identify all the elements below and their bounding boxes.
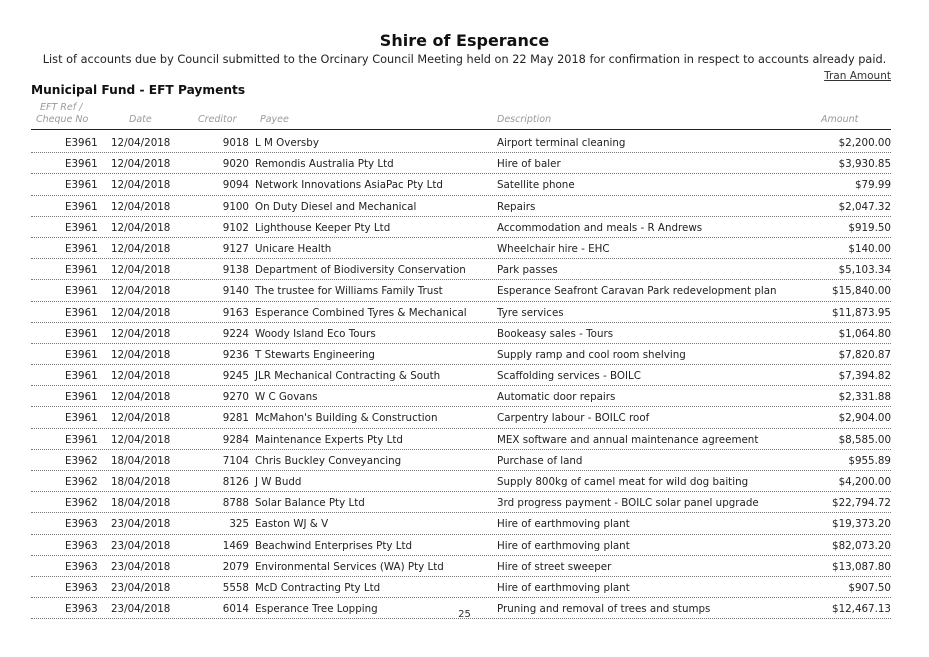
cell-creditor: 9245 bbox=[222, 370, 249, 383]
section-heading: Municipal Fund - EFT Payments bbox=[31, 83, 246, 97]
cell-date: 12/04/2018 bbox=[111, 221, 171, 234]
cell-description: Pruning and removal of trees and stumps bbox=[497, 603, 711, 616]
cell-date: 23/04/2018 bbox=[111, 603, 171, 616]
cell-eft-ref: E3961 bbox=[65, 158, 98, 171]
cell-eft-ref: E3961 bbox=[65, 306, 98, 319]
tran-amount-label: Tran Amount bbox=[824, 70, 891, 82]
cell-eft-ref: E3961 bbox=[65, 242, 98, 255]
cell-payee: On Duty Diesel and Mechanical bbox=[255, 200, 417, 213]
cell-payee: T Stewarts Engineering bbox=[255, 348, 375, 361]
cell-description: Wheelchair hire - EHC bbox=[497, 242, 610, 255]
cell-date: 12/04/2018 bbox=[111, 285, 171, 298]
cell-date: 12/04/2018 bbox=[111, 327, 171, 340]
cell-date: 18/04/2018 bbox=[111, 454, 171, 467]
cell-description: Esperance Seafront Caravan Park redevelopment plan bbox=[497, 285, 777, 298]
cell-description: Hire of baler bbox=[497, 158, 561, 171]
cell-date: 12/04/2018 bbox=[111, 158, 171, 171]
cell-description: Scaffolding services - BOILC bbox=[497, 370, 641, 383]
cell-description: Tyre services bbox=[497, 306, 564, 319]
cell-amount: $8,585.00 bbox=[838, 433, 891, 446]
cell-description: Automatic door repairs bbox=[497, 391, 616, 404]
cell-eft-ref: E3961 bbox=[65, 327, 98, 340]
cell-eft-ref: E3962 bbox=[65, 454, 98, 467]
cell-amount: $2,200.00 bbox=[838, 137, 891, 149]
cell-eft-ref: E3961 bbox=[65, 179, 98, 192]
cell-payee: Environmental Services (WA) Pty Ltd bbox=[255, 560, 444, 573]
cell-description: 3rd progress payment - BOILC solar panel upgrade bbox=[497, 497, 759, 510]
cell-date: 12/04/2018 bbox=[111, 391, 171, 404]
cell-date: 12/04/2018 bbox=[111, 137, 171, 149]
table-row bbox=[31, 513, 891, 534]
cell-creditor: 8126 bbox=[222, 476, 249, 488]
cell-amount: $3,930.85 bbox=[838, 158, 891, 171]
cell-eft-ref: E3961 bbox=[65, 348, 98, 361]
cell-creditor: 9100 bbox=[222, 200, 249, 213]
cell-payee: Chris Buckley Conveyancing bbox=[255, 454, 402, 467]
cell-creditor: 325 bbox=[229, 518, 249, 531]
cell-payee: Lighthouse Keeper Pty Ltd bbox=[255, 221, 391, 234]
cell-description: Hire of earthmoving plant bbox=[497, 539, 630, 552]
cell-amount: $2,331.88 bbox=[838, 391, 891, 404]
cell-date: 12/04/2018 bbox=[111, 306, 171, 319]
table-row bbox=[31, 471, 891, 492]
cell-amount: $79.99 bbox=[854, 179, 891, 192]
cell-payee: Solar Balance Pty Ltd bbox=[255, 497, 365, 510]
cell-eft-ref: E3961 bbox=[65, 137, 98, 149]
cell-payee: Easton WJ & V bbox=[255, 518, 329, 531]
cell-eft-ref: E3961 bbox=[65, 221, 98, 234]
cell-payee: Department of Biodiversity Conservation bbox=[255, 264, 466, 277]
table-row bbox=[31, 302, 891, 323]
cell-payee: Maintenance Experts Pty Ltd bbox=[255, 433, 403, 446]
cell-description: Hire of street sweeper bbox=[497, 560, 612, 573]
cell-eft-ref: E3961 bbox=[65, 285, 98, 298]
cell-creditor: 9140 bbox=[222, 285, 249, 298]
header-ref-line2: Cheque No bbox=[36, 114, 89, 125]
cell-description: Airport terminal cleaning bbox=[497, 137, 626, 149]
cell-creditor: 9281 bbox=[222, 412, 249, 425]
cell-amount: $1,064.80 bbox=[838, 327, 891, 340]
cell-eft-ref: E3961 bbox=[65, 264, 98, 277]
table-row bbox=[31, 344, 891, 365]
cell-date: 12/04/2018 bbox=[111, 264, 171, 277]
cell-amount: $919.50 bbox=[848, 221, 891, 234]
header-ref-line1: EFT Ref / bbox=[40, 102, 83, 113]
table-row bbox=[31, 492, 891, 513]
cell-payee: JLR Mechanical Contracting & South bbox=[255, 370, 441, 383]
header-description: Description bbox=[497, 114, 552, 125]
cell-payee: McD Contracting Pty Ltd bbox=[255, 581, 381, 594]
cell-date: 23/04/2018 bbox=[111, 560, 171, 573]
cell-date: 12/04/2018 bbox=[111, 412, 171, 425]
page-title: Shire of Esperance bbox=[379, 31, 550, 50]
cell-amount: $13,087.80 bbox=[832, 560, 891, 573]
cell-amount: $22,794.72 bbox=[832, 497, 891, 510]
payments-table bbox=[31, 132, 891, 619]
cell-date: 12/04/2018 bbox=[111, 242, 171, 255]
table-row bbox=[31, 153, 891, 174]
cell-amount: $7,820.87 bbox=[838, 348, 891, 361]
table-row bbox=[31, 535, 891, 556]
cell-creditor: 9236 bbox=[222, 348, 249, 361]
cell-date: 23/04/2018 bbox=[111, 539, 171, 552]
cell-eft-ref: E3961 bbox=[65, 412, 98, 425]
cell-eft-ref: E3963 bbox=[65, 560, 98, 573]
cell-payee: Unicare Health bbox=[255, 242, 332, 255]
cell-amount: $7,394.82 bbox=[838, 370, 891, 383]
cell-date: 12/04/2018 bbox=[111, 433, 171, 446]
table-row bbox=[31, 238, 891, 259]
cell-creditor: 9127 bbox=[222, 242, 249, 255]
cell-creditor: 9138 bbox=[222, 264, 249, 277]
cell-amount: $2,047.32 bbox=[838, 200, 891, 213]
table-row bbox=[31, 259, 891, 280]
cell-creditor: 9224 bbox=[222, 327, 249, 340]
table-row bbox=[31, 196, 891, 217]
table-row bbox=[31, 174, 891, 195]
cell-payee: W C Govans bbox=[255, 391, 318, 404]
cell-creditor: 9163 bbox=[222, 306, 249, 319]
header-creditor: Creditor bbox=[198, 114, 237, 125]
cell-amount: $140.00 bbox=[848, 242, 891, 255]
cell-amount: $2,904.00 bbox=[838, 412, 891, 425]
cell-date: 18/04/2018 bbox=[111, 476, 171, 488]
cell-payee: Remondis Australia Pty Ltd bbox=[255, 158, 394, 171]
cell-creditor: 8788 bbox=[222, 497, 249, 510]
cell-creditor: 9270 bbox=[222, 391, 249, 404]
cell-description: Accommodation and meals - R Andrews bbox=[497, 221, 703, 234]
cell-payee: Network Innovations AsiaPac Pty Ltd bbox=[255, 179, 443, 192]
cell-date: 18/04/2018 bbox=[111, 497, 171, 510]
cell-amount: $12,467.13 bbox=[832, 603, 891, 616]
cell-eft-ref: E3961 bbox=[65, 370, 98, 383]
cell-date: 12/04/2018 bbox=[111, 348, 171, 361]
cell-description: Repairs bbox=[497, 200, 536, 213]
table-row bbox=[31, 132, 891, 153]
cell-description: MEX software and annual maintenance agreement bbox=[497, 433, 759, 446]
cell-eft-ref: E3963 bbox=[65, 539, 98, 552]
cell-description: Purchase of land bbox=[497, 454, 583, 467]
cell-creditor: 9102 bbox=[222, 221, 249, 234]
page-subtitle: List of accounts due by Council submitted to the Orcinary Council Meeting held on 22 May 2018 for confirmation in respect to accounts already paid. bbox=[42, 53, 887, 66]
cell-amount: $82,073.20 bbox=[832, 539, 891, 552]
cell-creditor: 9020 bbox=[222, 158, 249, 171]
cell-eft-ref: E3961 bbox=[65, 200, 98, 213]
cell-creditor: 5558 bbox=[222, 581, 249, 594]
cell-date: 12/04/2018 bbox=[111, 179, 171, 192]
cell-amount: $955.89 bbox=[848, 454, 891, 467]
cell-description: Supply 800kg of camel meat for wild dog baiting bbox=[497, 476, 749, 488]
cell-payee: L M Oversby bbox=[255, 137, 319, 149]
cell-creditor: 1469 bbox=[222, 539, 249, 552]
cell-payee: The trustee for Williams Family Trust bbox=[255, 285, 443, 298]
cell-description: Bookeasy sales - Tours bbox=[497, 327, 614, 340]
table-row bbox=[31, 386, 891, 407]
cell-eft-ref: E3961 bbox=[65, 433, 98, 446]
table-row bbox=[31, 323, 891, 344]
table-row bbox=[31, 429, 891, 450]
cell-eft-ref: E3961 bbox=[65, 391, 98, 404]
cell-payee: Woody Island Eco Tours bbox=[255, 327, 376, 340]
cell-eft-ref: E3963 bbox=[65, 581, 98, 594]
table-row bbox=[31, 280, 891, 301]
header-payee: Payee bbox=[260, 114, 289, 125]
table-row bbox=[31, 365, 891, 386]
cell-description: Carpentry labour - BOILC roof bbox=[497, 412, 650, 425]
cell-date: 23/04/2018 bbox=[111, 518, 171, 531]
header-rule bbox=[31, 129, 891, 130]
cell-description: Hire of earthmoving plant bbox=[497, 518, 630, 531]
cell-date: 12/04/2018 bbox=[111, 370, 171, 383]
cell-amount: $4,200.00 bbox=[838, 476, 891, 488]
cell-creditor: 2079 bbox=[222, 560, 249, 573]
cell-date: 12/04/2018 bbox=[111, 200, 171, 213]
cell-creditor: 9018 bbox=[222, 137, 249, 149]
cell-description: Supply ramp and cool room shelving bbox=[497, 348, 686, 361]
cell-creditor: 7104 bbox=[222, 454, 249, 467]
cell-description: Hire of earthmoving plant bbox=[497, 581, 630, 594]
table-row bbox=[31, 556, 891, 577]
cell-eft-ref: E3963 bbox=[65, 603, 98, 616]
table-row bbox=[31, 217, 891, 238]
cell-payee: Esperance Combined Tyres & Mechanical bbox=[255, 306, 467, 319]
header-amount: Amount bbox=[821, 114, 859, 125]
cell-eft-ref: E3963 bbox=[65, 518, 98, 531]
table-row bbox=[31, 577, 891, 598]
cell-creditor: 9094 bbox=[222, 179, 249, 192]
cell-amount: $5,103.34 bbox=[838, 264, 891, 277]
table-row bbox=[31, 407, 891, 428]
cell-payee: Esperance Tree Lopping bbox=[255, 603, 378, 616]
page-number: 25 bbox=[458, 609, 471, 620]
cell-creditor: 9284 bbox=[222, 433, 249, 446]
cell-amount: $11,873.95 bbox=[832, 306, 891, 319]
cell-description: Park passes bbox=[497, 264, 558, 277]
cell-amount: $15,840.00 bbox=[832, 285, 891, 298]
cell-eft-ref: E3962 bbox=[65, 476, 98, 488]
table-row bbox=[31, 450, 891, 471]
cell-amount: $907.50 bbox=[848, 581, 891, 594]
cell-date: 23/04/2018 bbox=[111, 581, 171, 594]
cell-payee: J W Budd bbox=[255, 476, 302, 488]
cell-payee: McMahon's Building & Construction bbox=[255, 412, 438, 425]
cell-payee: Beachwind Enterprises Pty Ltd bbox=[255, 539, 413, 552]
cell-eft-ref: E3962 bbox=[65, 497, 98, 510]
cell-description: Satellite phone bbox=[497, 179, 575, 192]
cell-creditor: 6014 bbox=[222, 603, 249, 616]
cell-amount: $19,373.20 bbox=[832, 518, 891, 531]
header-date: Date bbox=[129, 114, 152, 125]
